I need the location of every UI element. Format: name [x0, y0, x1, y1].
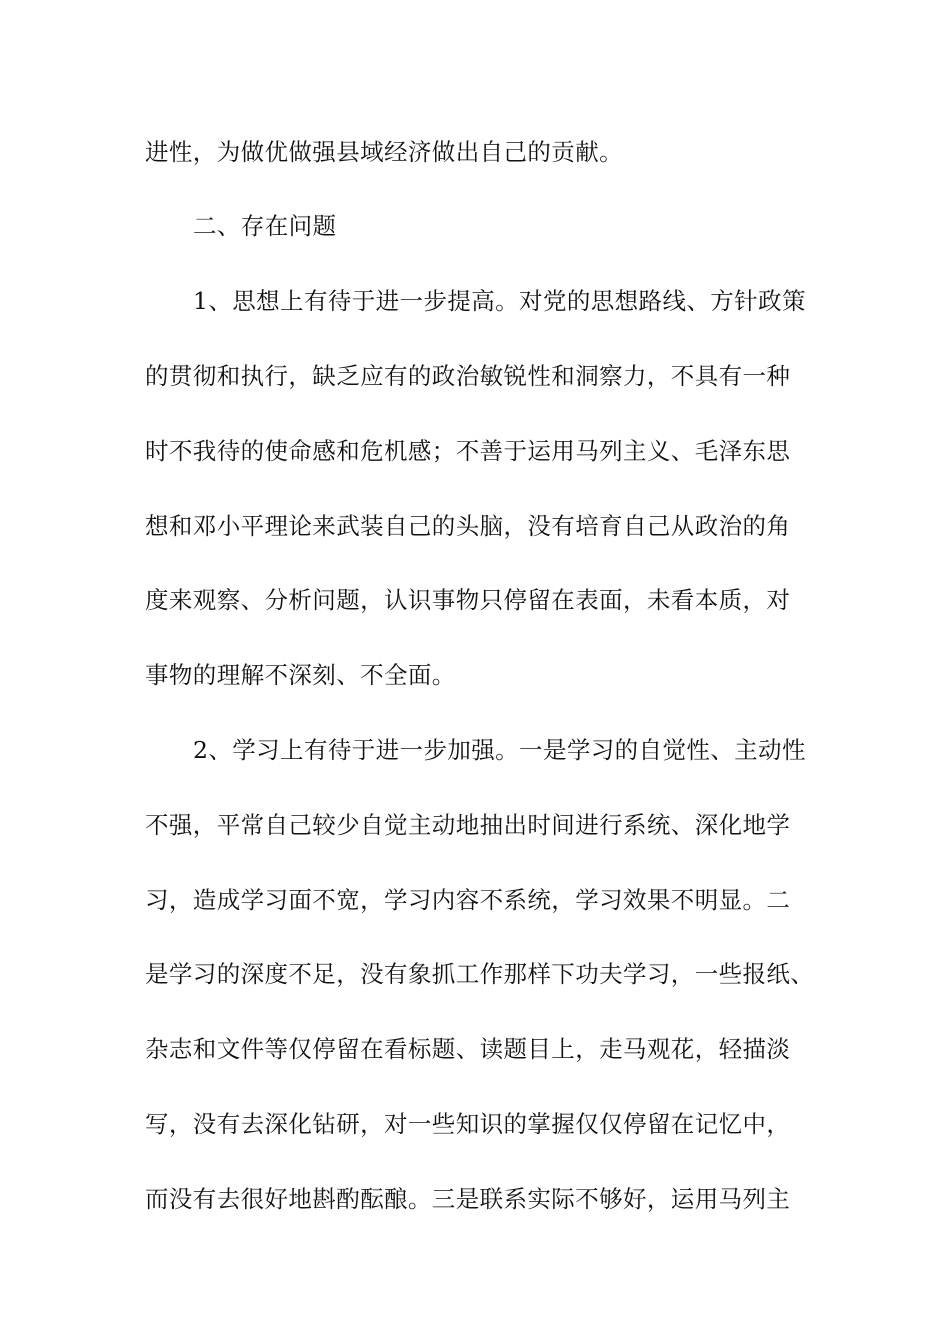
text-line: 习，造成学习面不宽，学习内容不系统，学习效果不明显。二: [145, 886, 791, 914]
text-line: 时不我待的使命感和危机感；不善于运用马列主义、毛泽东思: [145, 437, 791, 465]
text-line: 1、思想上有待于进一步提高。对党的思想路线、方针政策: [193, 287, 806, 315]
text-line: 杂志和文件等仅停留在看标题、读题目上，走马观花，轻描淡: [145, 1035, 791, 1063]
text-line: 是学习的深度不足，没有象抓工作那样下功夫学习，一些报纸、: [145, 960, 815, 988]
section-heading: 二、存在问题: [193, 212, 337, 240]
text-line: 进性，为做优做强县域经济做出自己的贡献。: [145, 138, 623, 166]
text-line: 事物的理解不深刻、不全面。: [145, 661, 456, 689]
text-line: 而没有去很好地斟酌酝酿。三是联系实际不够好，运用马列主: [145, 1185, 791, 1213]
text-line: 想和邓小平理论来武装自己的头脑，没有培育自己从政治的角: [145, 512, 791, 540]
text-line: 不强，平常自己较少自觉主动地抽出时间进行系统、深化地学: [145, 811, 791, 839]
text-line: 2、学习上有待于进一步加强。一是学习的自觉性、主动性: [193, 736, 806, 764]
text-line: 的贯彻和执行，缺乏应有的政治敏锐性和洞察力，不具有一种: [145, 362, 791, 390]
text-line: 写，没有去深化钻研，对一些知识的掌握仅仅停留在记忆中，: [145, 1110, 791, 1138]
text-line: 度来观察、分析问题，认识事物只停留在表面，未看本质，对: [145, 586, 791, 614]
